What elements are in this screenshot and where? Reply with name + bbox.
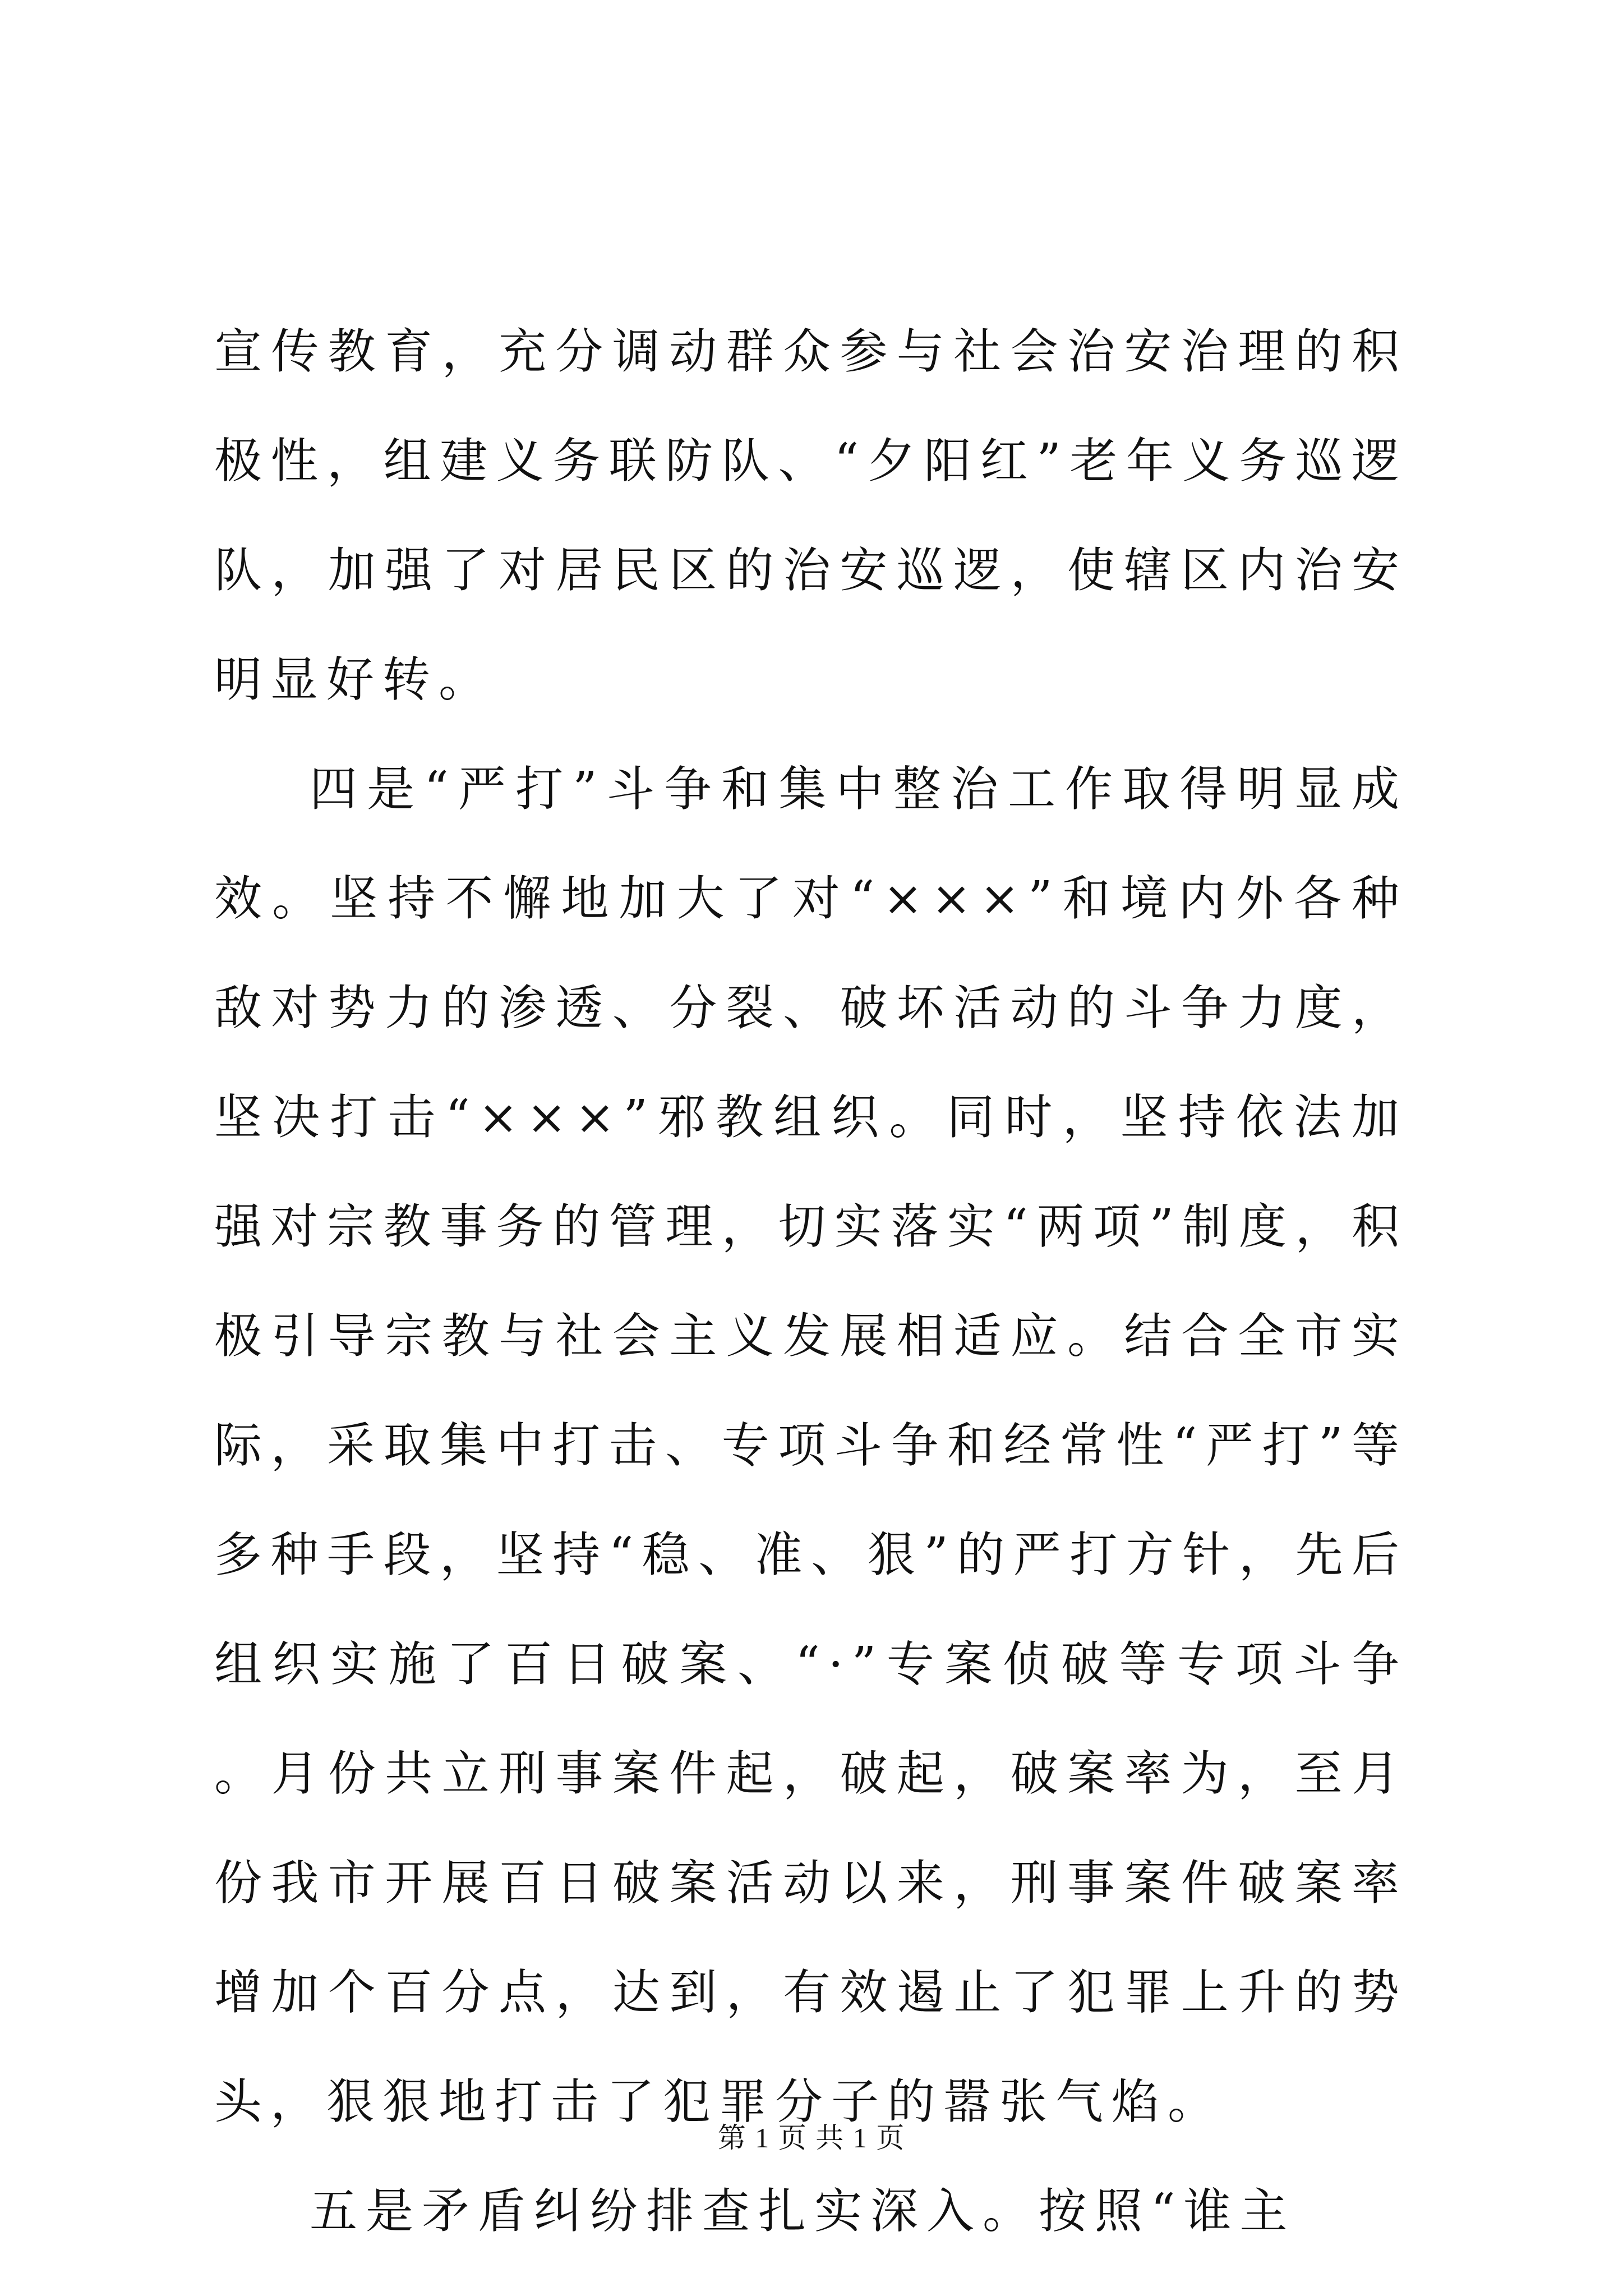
paragraph-dispute-resolution: 五是矛盾纠纷排查扎实深入。按照“谁主 [310, 2184, 1296, 2239]
paragraph-strike-hard-campaign: 四是“严打”斗争和集中整治工作取得明显成效。坚持不懈地加大了对“×××”和境内外各种敌对势力的渗透、分裂、破坏活动的斗争力度，坚决打击“×××”邪教组织。同时，坚持依法加强对宗教事务的管理，切实落实“两项”制度，积极引导宗教与社会主义发展相适应。结合全市实际，采取集中打击、专项斗争和经常性“严打”等多种手段，坚持“稳、准、狠”的严打方针，先后组织实施了百日破案、“·”专案侦破等专项斗争。月份共立刑事案件起，破起，破案率为，至月份我市开展百日破案活动以来，刑事案件破案率增加个百分点，达到，有效遏止了犯罪上升的势头，狠狠地打击了犯罪分子的嚣张气焰。 [214, 762, 1408, 2130]
page-footer [0, 2118, 1623, 2157]
page-number-indicator: 第 1 页 共 1 页 [717, 2122, 906, 2154]
paragraph-continuation: 宣传教育，充分调动群众参与社会治安治理的积极性，组建义务联防队、“夕阳红”老年义务巡逻队，加强了对居民区的治安巡逻，使辖区内治安明显好转。 [214, 324, 1408, 708]
document-body [214, 297, 1408, 2266]
